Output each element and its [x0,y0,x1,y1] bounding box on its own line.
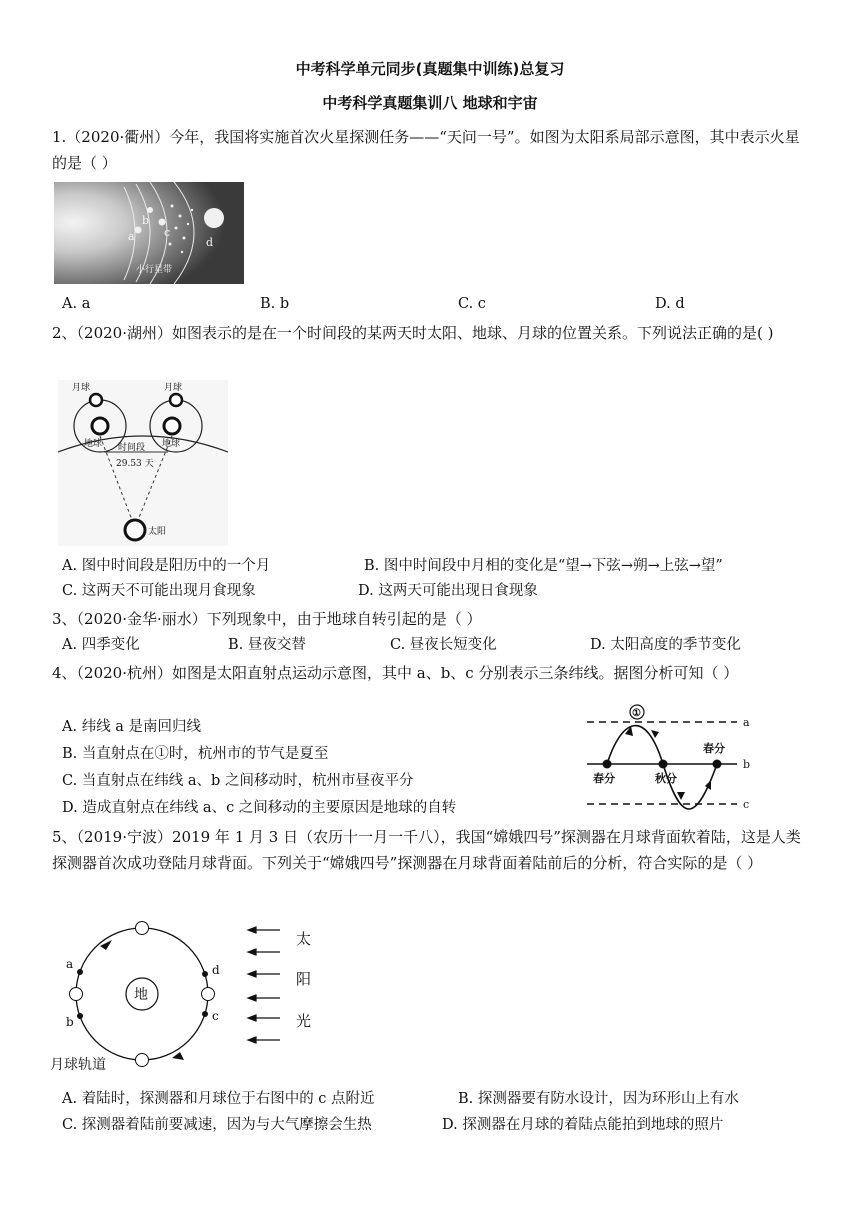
q3-option-d: D. 太阳高度的季节变化 [590,637,741,653]
q2-stem: 2、（2020·湖州）如图表示的是在一个时间段的某两天时太阳、地球、月球的位置关系。下列说法正确的是( ) [52,324,774,342]
q2-fig-moon-right: 月球 [164,383,183,393]
q2-fig-moon-left: 月球 [72,383,91,393]
q5-fig-point-b: b [66,1015,74,1029]
q2-fig-earth-right: 地球 [162,439,181,449]
q4-fig-line-a: a [743,716,750,729]
q4-option-c: C. 当直射点在纬线 a、b 之间移动时，杭州市昼夜平分 [62,773,414,789]
q3-option-b: B. 昼夜交替 [228,637,306,653]
q2-option-a: A. 图中时间段是阳历中的一个月 [62,558,271,574]
q3-option-a: A. 四季变化 [62,637,140,653]
q1-fig-label-d: d [206,236,214,249]
q2-fig-days: 29.53 天 [116,459,154,469]
q4-stem: 4、（2020·杭州）如图是太阳直射点运动示意图，其中 a、b、c 分别表示三条纬线。据图分析可知（ ） [52,664,739,682]
q5-fig-point-a: a [66,957,74,971]
q5-fig-orbit-label: 月球轨道 [50,1057,106,1073]
q5-fig-earth: 地 [134,987,148,1003]
q5-fig-sunlight-1: 太 [296,930,312,948]
q3-stem: 3、（2020·金华·丽水）下列现象中，由于地球自转引起的是（ ） [52,610,482,628]
q4-option-d: D. 造成直射点在纬线 a、c 之间移动的主要原因是地球的自转 [62,800,457,816]
q4-fig-spring-right: 春分 [703,742,725,755]
q2-option-d: D. 这两天可能出现日食现象 [358,583,538,599]
q2-option-c: C. 这两天不可能出现月食现象 [62,583,256,599]
q5-moon-orbit-figure [50,918,370,1076]
main-title: 中考科学单元同步(真题集中训练)总复习 [295,60,565,78]
q5-fig-sunlight-3: 光 [296,1012,312,1030]
q4-fig-point-1: ① [632,708,641,719]
q1-solar-system-figure [54,182,244,284]
q4-direct-point-figure [585,700,760,812]
q2-fig-earth-left: 地球 [84,439,103,449]
q4-option-b: B. 当直射点在①时，杭州市的节气是夏至 [62,746,329,762]
q3-option-c: C. 昼夜长短变化 [390,637,497,653]
q1-option-b: B. b [260,296,290,312]
q5-fig-point-c: c [212,1009,219,1023]
q2-option-b: B. 图中时间段中月相的变化是“望→下弦→朔→上弦→望” [364,558,723,574]
q4-fig-line-c: c [743,798,750,811]
q1-option-d: D. d [655,296,685,312]
q5-option-b: B. 探测器要有防水设计，因为环形山上有水 [458,1091,739,1107]
q4-fig-spring-left: 春分 [593,772,615,785]
q5-option-c: C. 探测器着陆前要减速，因为与大气摩擦会生热 [62,1117,372,1133]
q4-fig-line-b: b [743,758,751,771]
q5-fig-point-d: d [212,963,220,977]
q1-option-a: A. a [62,296,91,312]
q2-sun-earth-moon-figure [58,380,228,546]
q1-option-c: C. c [458,296,486,312]
q4-fig-autumn: 秋分 [655,772,677,785]
q2-fig-period: 时间段 [118,443,146,453]
q1-fig-label-c: c [164,226,171,239]
sub-title: 中考科学真题集训八 地球和宇宙 [322,94,538,112]
q2-fig-sun: 太阳 [148,527,167,537]
q5-stem: 5、（2019·宁波）2019 年 1 月 3 日（农历十一月一千八），我国“嫦娥四号”探测器在月球背面软着陆，这是人类探测器首次成功登陆月球背面。下列关于“嫦娥四号”探测器在月球背面着陆前后的分析，符合实际的是（ ） [52,828,801,872]
q4-option-a: A. 纬线 a 是南回归线 [62,719,202,735]
q5-option-d: D. 探测器在月球的着陆点能拍到地球的照片 [442,1117,724,1133]
q1-fig-label-b: b [142,214,150,227]
q5-fig-sunlight-2: 阳 [296,970,312,988]
q5-option-a: A. 着陆时，探测器和月球位于右图中的 c 点附近 [62,1091,375,1107]
q1-stem: 1.（2020·衢州）今年，我国将实施首次火星探测任务——“天问一号”。如图为太阳系局部示意图，其中表示火星的是（ ） [52,128,800,172]
q1-fig-caption: 小行星带 [136,265,173,275]
q1-fig-label-a: a [128,230,135,243]
